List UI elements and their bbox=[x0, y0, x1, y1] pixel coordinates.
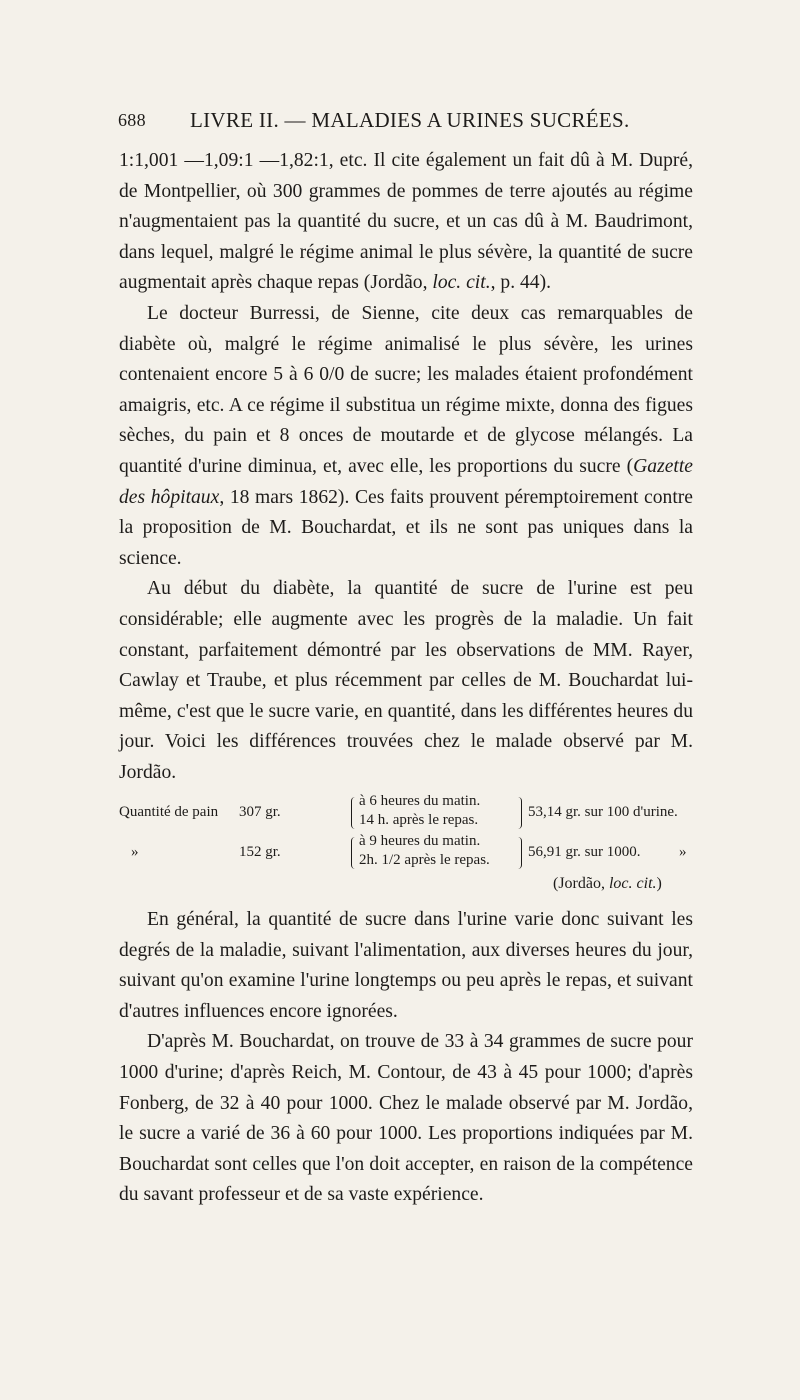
paragraph-3: Au début du diabète, la quantité de sucre de l'urine est peu considérable; elle augmente avec les progrès de la maladie. Un fait constant, parfaitement démontré par les observations de MM. Rayer, Cawlay et Traube, et plus récemment par celles de M. Bouchardat lui-même, c'est que le sucre varie, en quantité, dans les différentes heures du jour. Voici les différences trouvées chez le malade observé par M. Jordão. bbox=[119, 578, 693, 783]
row-result: 53,14 gr. sur 100 d'urine. bbox=[528, 804, 678, 820]
running-header bbox=[118, 108, 718, 138]
source-text: (Jordão, bbox=[553, 875, 609, 892]
time-label: à 9 heures du matin. bbox=[359, 833, 481, 849]
page-number: 688 bbox=[118, 110, 146, 130]
paragraph-2 bbox=[119, 299, 693, 574]
time-label: 2h. 1/2 après le repas. bbox=[359, 852, 490, 868]
text-block-bottom bbox=[119, 905, 693, 1211]
time-label: à 6 heures du matin. bbox=[359, 793, 481, 809]
left-brace bbox=[351, 797, 358, 829]
paragraph-4: En général, la quantité de sucre dans l'urine varie donc suivant les degrés de la maladie, suivant l'alimentation, aux diverses heures du jour, suivant qu'on examine l'urine longtemps ou peu après le repas, et suivant d'autres influences encore ignorées. bbox=[119, 909, 693, 1022]
source-end: ) bbox=[656, 875, 662, 892]
right-brace bbox=[515, 837, 522, 869]
row-grams: 152 gr. bbox=[239, 844, 281, 860]
ditto-mark: » bbox=[131, 844, 139, 860]
chapter-title: LIVRE II. — MALADIES A URINES SUCRÉES. bbox=[190, 108, 630, 132]
paragraph-5: D'après M. Bouchardat, on trouve de 33 à 34 grammes de sucre pour 1000 d'urine; d'après Reich, M. Contour, de 43 à 45 pour 1000; d'après Fonberg, de 32 à 40 pour 1000. Chez le malade observé par M. Jordão, le sucre a varié de 36 à 60 pour 1000. Les proportions indiquées par M. Bouchardat sont celles que l'on doit accepter, en raison de la compétence du savant professeur et de sa vaste expérience. bbox=[119, 1031, 693, 1206]
journal-ref: Gazette des hôpitaux bbox=[119, 455, 693, 508]
table-source bbox=[553, 875, 662, 892]
ditto-mark: » bbox=[679, 844, 687, 860]
row-grams: 307 gr. bbox=[239, 804, 281, 820]
left-brace bbox=[351, 837, 358, 869]
right-brace bbox=[515, 797, 522, 829]
paragraph-2-text: Le docteur Burressi, de Sienne, cite deux cas remarquables de diabète où, malgré le régime animalisé le plus sévère, les urines contenaient encore 5 à 6 0/0 de sucre; les malades étaient profondément amaigris, etc. A ce régime il substitua un régime mixte, donna des figues sèches, du pain et 8 onces de moutarde et de glycose mélangés. La quantité d'urine diminua, et, avec elle, les proportions du sucre ( bbox=[119, 302, 693, 477]
table-row bbox=[119, 793, 709, 833]
row-label: Quantité de pain bbox=[119, 804, 219, 820]
row-result: 56,91 gr. sur 1000. bbox=[528, 844, 641, 860]
paragraph-1 bbox=[119, 146, 693, 299]
time-label: 14 h. après le repas. bbox=[359, 812, 479, 828]
sugar-table bbox=[119, 793, 709, 903]
text-block-top bbox=[119, 146, 693, 788]
paragraph-2-end: , 18 mars 1862). Ces faits prouvent péremptoirement contre la proposition de M. Bouchardat, et ils ne sont pas uniques dans la science. bbox=[119, 486, 693, 569]
table-row bbox=[119, 833, 709, 873]
source-ref: loc. cit. bbox=[608, 875, 657, 892]
paragraph-1-text: 1:1,001 —1,09:1 —1,82:1, etc. Il cite également un fait dû à M. Dupré, de Montpellier, où 300 grammes de pommes de terre ajoutés au régime n'augmentaient pas la quantité du sucre, et un cas dû à M. Baudrimont, dans lequel, malgré le régime animal le plus sévère, la quantité de sucre augmentait après chaque repas (Jordão, bbox=[119, 150, 693, 294]
paragraph-1-end: , p. 44). bbox=[490, 272, 552, 294]
citation-ref: loc. cit. bbox=[432, 272, 491, 294]
